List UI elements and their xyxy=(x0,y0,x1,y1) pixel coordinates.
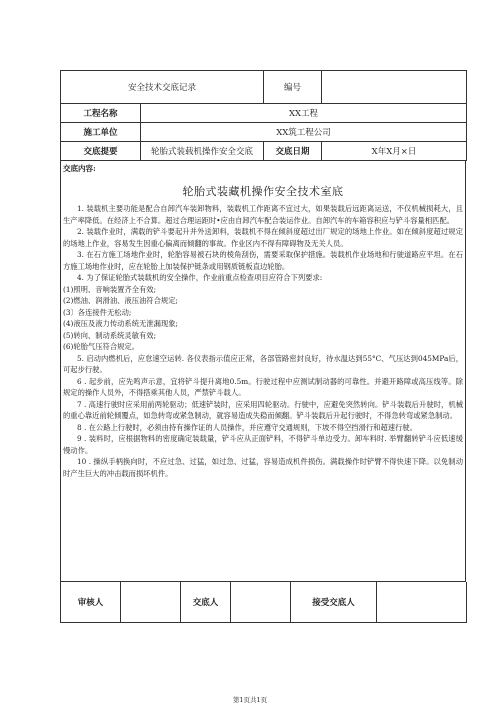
list-item: (6)轮胎气压符合规定。 xyxy=(63,342,140,351)
form-title: 安全技术交底记录 xyxy=(61,71,264,104)
discloser-label: 交底人 xyxy=(181,582,231,623)
paragraph: 10 . 操纵手柄换向时，不应过急、过猛，如过急、过猛，容易造成机件损伤。满载操作时铲臂不得快速下降。以免制动时产生巨大的冲击载而损坏机件。 xyxy=(63,457,463,478)
paragraph: 9 . 装料时，应根据物料的密度确定装载量，铲斗应从正面铲料，不得铲斗单边受力。卸车料时. 举臂翻转铲斗应低速缓慢动作。 xyxy=(63,434,463,455)
content-label: 交底内容: xyxy=(63,164,96,173)
number-label: 编号 xyxy=(264,71,322,104)
list-item: (5)转向、制动系统灵敏有效; xyxy=(63,330,157,340)
date-value: X年X月×日 xyxy=(322,142,467,161)
disclosure-form xyxy=(60,70,466,623)
reviewer-signature xyxy=(121,582,181,623)
discloser-signature xyxy=(231,582,291,623)
summary-value: 轮胎式装载机操作安全交底 xyxy=(141,142,264,161)
reviewer-label: 审核人 xyxy=(61,582,121,623)
paragraph: 7 . 高速行驶时应采用前两轮驱动；低速铲装时，应采用四轮驱动。行驶中，应避免突然转向。铲斗装载后升驶时，机械的重心靠近前轮倾覆点，如急转弯或紧急制动，就容易造成失稳而倾翻。铲斗装载后升起行驶时，不得急转弯或紧急制动。 xyxy=(63,399,463,420)
construction-unit-value: XX筑工程公司 xyxy=(141,123,467,142)
number-value xyxy=(322,71,467,104)
page-number: 第1页共1页 xyxy=(232,696,268,704)
project-name-label: 工程名称 xyxy=(61,104,141,123)
content-body xyxy=(63,203,463,479)
paragraph: 8 . 在公路上行驶时，必须由持有操作证的人员操作，并应遵守交通规则，下坡不得空挡滑行和超速行驶。 xyxy=(77,422,417,432)
construction-unit-label: 施工单位 xyxy=(61,123,141,142)
header-table xyxy=(60,70,467,161)
list-item: (2)燃油、润滑油、液压油符合规定; xyxy=(63,296,178,305)
paragraph: 2. 装载作业时，满载的铲斗要起升并外送卸料，装载机不得在倾斜度超过出厂规定的场地上作业。如在倾斜度超过规定的场地上作业，容易发生因重心偏离而倾翻的事故。作业区内不得有障碍物及无关人员。 xyxy=(63,227,463,248)
document-title: 轮胎式装藏机操作安全技术室底 xyxy=(182,185,344,198)
project-name-value: XX工程 xyxy=(141,104,467,123)
signature-table xyxy=(60,582,467,623)
paragraph: 3. 在石方施工场地作业时，轮胎容易被石块的棱角刮伤，需要采取保护措施。装载机作业场地和行驶道路应平坦。在石方施工场地作业时，应在轮胎上加装保护链条或用钢质链板直边轮胎。 xyxy=(63,250,463,271)
disclosure-content xyxy=(60,161,466,582)
paragraph: 6 . 起步前，应先鸣声示意，宜将铲斗提升离地0.5m。行驶过程中应测试制动器的可靠性。并避开路障或高压线等。除规定的操作人员外，不得搭乘其他人员，严禁铲斗载人。 xyxy=(63,376,463,397)
receiver-signature xyxy=(377,582,467,623)
paragraph: 5. 启动内燃机后，应怠速空运转. 各仪表指示值应正常，各部管路密封良好，待水温达到55°C、气压达到045MPa后，可起步行驶。 xyxy=(63,353,463,374)
paragraph: 4. 为了保证轮胎式装载机的安全操作，作业前重点检查项目应符合下列要求: xyxy=(77,273,323,282)
paragraph: 1. 装载机主要功能是配合自卸汽车装卸物料，装载机工作距离不宜过大，如果装载后远距离运送，不仅机械损耗大，且生产率降低。在经济上不合算。超过合理运距时•应由自卸汽车配合装运作业。自卸汽车的车箱容积应与铲斗容量相匹配。 xyxy=(63,204,463,225)
receiver-label: 接受交底人 xyxy=(291,582,377,623)
list-item: (4)液压及液力传动系统无泄漏现象; xyxy=(63,319,178,328)
list-item: (1)照明、音响装置齐全有效; xyxy=(63,284,157,294)
date-label: 交底日期 xyxy=(264,142,322,161)
list-item: (3〕各连接件无松动; xyxy=(63,307,132,317)
summary-label: 交底提要 xyxy=(61,142,141,161)
